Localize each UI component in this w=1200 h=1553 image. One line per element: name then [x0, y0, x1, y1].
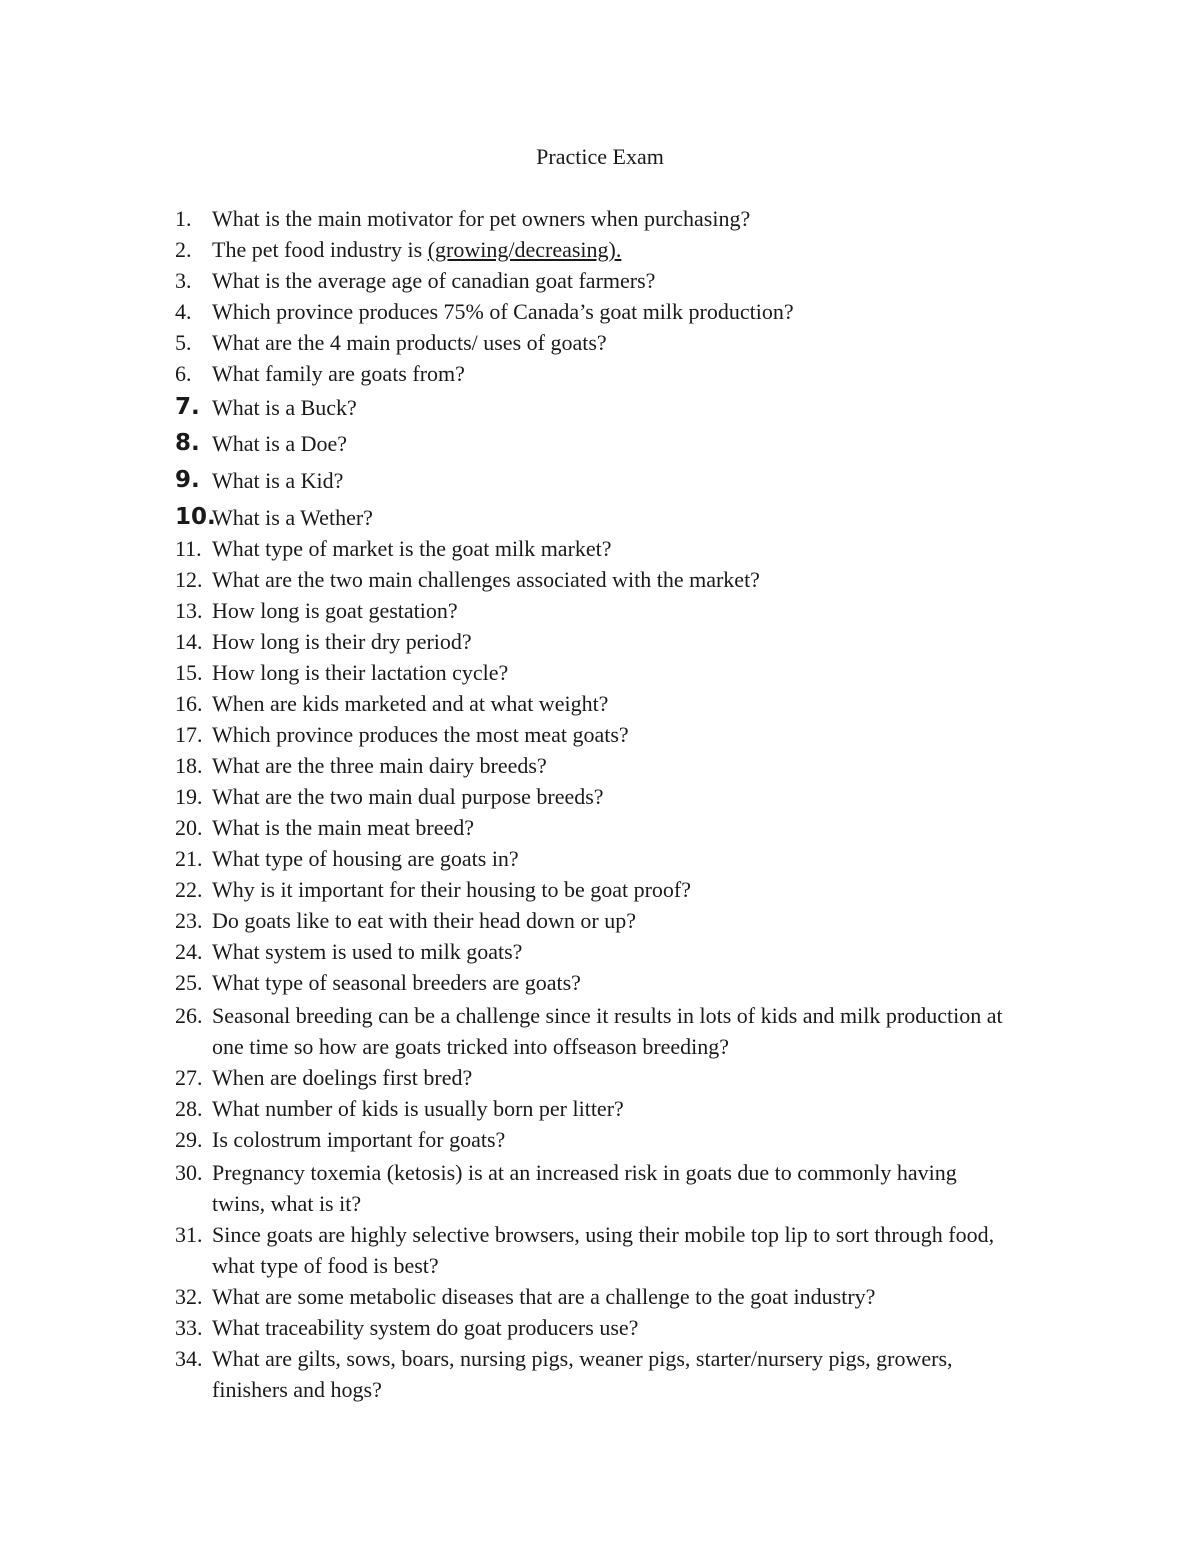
question-number: 26. — [175, 1003, 203, 1028]
question-number: 5. — [175, 330, 192, 355]
question-text — [212, 428, 1072, 459]
question-text-line: What system is used to milk goats? — [212, 939, 523, 964]
question-number: 12. — [175, 567, 203, 592]
question-text — [212, 234, 1072, 265]
question-text-line: What number of kids is usually born per litter? — [212, 1096, 624, 1121]
question-text-line: What is a Doe? — [212, 431, 347, 456]
question-text — [212, 719, 1072, 750]
question-text — [212, 533, 1072, 564]
question-text — [212, 874, 1072, 905]
question-text-line: Do goats like to eat with their head down or up? — [212, 908, 637, 933]
question-text — [212, 843, 1072, 874]
question-number: 6. — [175, 361, 192, 386]
question-text — [212, 595, 1072, 626]
question-text — [212, 657, 1072, 688]
question-number: 1. — [175, 206, 192, 231]
question-text — [212, 1312, 1072, 1343]
question-text-line: finishers and hogs? — [212, 1377, 382, 1402]
question-text — [212, 465, 1072, 496]
question-text — [212, 812, 1072, 843]
question-text-line: What are the two main challenges associated with the market? — [212, 567, 760, 592]
question-number: 32. — [175, 1284, 203, 1309]
question-text-line: What are the two main dual purpose breeds? — [212, 784, 604, 809]
question-number: 18. — [175, 753, 203, 778]
question-text — [212, 327, 1072, 358]
question-number: 28. — [175, 1096, 203, 1121]
page-title: Practice Exam — [536, 144, 664, 169]
question-text-line: What type of seasonal breeders are goats? — [212, 970, 581, 995]
question-number: 11. — [175, 536, 202, 561]
question-text-line: Which province produces the most meat goats? — [212, 722, 629, 747]
question-answer-options: (growing/decreasing). — [427, 237, 622, 262]
question-text-line: What is the main meat breed? — [212, 815, 475, 840]
question-text — [212, 392, 1072, 423]
question-text-line: Why is it important for their housing to be goat proof? — [212, 877, 692, 902]
question-number: 3. — [175, 268, 192, 293]
question-text-line: When are doelings first bred? — [212, 1065, 473, 1090]
question-text — [212, 1157, 1072, 1219]
question-number: 13. — [175, 598, 203, 623]
question-number: 10. — [175, 504, 216, 530]
question-text — [212, 967, 1072, 998]
question-text-line: What is the main motivator for pet owners when purchasing? — [212, 206, 751, 231]
question-number: 31. — [175, 1222, 203, 1247]
question-text-line: What are some metabolic diseases that are a challenge to the goat industry? — [212, 1284, 876, 1309]
question-number: 33. — [175, 1315, 203, 1340]
question-text — [212, 1062, 1072, 1093]
question-text-line: What is a Kid? — [212, 468, 344, 493]
question-text-line: one time so how are goats tricked into offseason breeding? — [212, 1034, 730, 1059]
question-text — [212, 265, 1072, 296]
question-text — [212, 688, 1072, 719]
question-text-line: What are the 4 main products/ uses of goats? — [212, 330, 607, 355]
question-text-line: What traceability system do goat producers use? — [212, 1315, 639, 1340]
question-number: 27. — [175, 1065, 203, 1090]
question-text — [212, 626, 1072, 657]
question-number: 23. — [175, 908, 203, 933]
question-text-line: what type of food is best? — [212, 1253, 439, 1278]
question-number: 21. — [175, 846, 203, 871]
question-number: 4. — [175, 299, 192, 324]
question-text-prefix: The pet food industry is — [212, 237, 428, 262]
question-text — [212, 905, 1072, 936]
question-text-line: What is a Wether? — [212, 505, 373, 530]
question-text-line: What are gilts, sows, boars, nursing pigs, weaner pigs, starter/nursery pigs, growers, — [212, 1346, 953, 1371]
question-text-line: Is colostrum important for goats? — [212, 1127, 506, 1152]
question-text-line: What are the three main dairy breeds? — [212, 753, 547, 778]
question-number: 22. — [175, 877, 203, 902]
question-text-line: Which province produces 75% of Canada’s goat milk production? — [212, 299, 794, 324]
question-text — [212, 1000, 1072, 1062]
question-text-line: What type of market is the goat milk market? — [212, 536, 612, 561]
question-number: 7. — [175, 394, 200, 420]
question-text — [212, 1343, 1072, 1405]
question-text-line: twins, what is it? — [212, 1191, 362, 1216]
question-number: 17. — [175, 722, 203, 747]
question-text — [212, 203, 1072, 234]
question-text-line: Seasonal breeding can be a challenge since it results in lots of kids and milk production at — [212, 1003, 1003, 1028]
question-text-line: How long is goat gestation? — [212, 598, 458, 623]
question-number: 9. — [175, 467, 200, 493]
question-text — [212, 750, 1072, 781]
question-text — [212, 936, 1072, 967]
question-number: 14. — [175, 629, 203, 654]
question-text — [212, 1124, 1072, 1155]
question-text — [212, 358, 1072, 389]
question-text — [212, 502, 1072, 533]
question-text-line: What family are goats from? — [212, 361, 465, 386]
question-text-line: How long is their dry period? — [212, 629, 472, 654]
question-text — [212, 1219, 1072, 1281]
question-text-line: What is the average age of canadian goat farmers? — [212, 268, 656, 293]
question-number: 25. — [175, 970, 203, 995]
question-text-line: What is a Buck? — [212, 395, 357, 420]
question-number: 2. — [175, 237, 192, 262]
question-text — [212, 1281, 1072, 1312]
question-number: 24. — [175, 939, 203, 964]
question-number: 15. — [175, 660, 203, 685]
question-text — [212, 564, 1072, 595]
question-number: 20. — [175, 815, 203, 840]
question-text — [212, 781, 1072, 812]
question-text-line: Since goats are highly selective browsers, using their mobile top lip to sort through food, — [212, 1222, 995, 1247]
question-text-line: Pregnancy toxemia (ketosis) is at an increased risk in goats due to commonly having — [212, 1160, 957, 1185]
question-number: 19. — [175, 784, 203, 809]
question-text-line: When are kids marketed and at what weight? — [212, 691, 609, 716]
question-number: 30. — [175, 1160, 203, 1185]
question-number: 8. — [175, 430, 200, 456]
question-text — [212, 296, 1072, 327]
question-text-line: What type of housing are goats in? — [212, 846, 519, 871]
question-number: 16. — [175, 691, 203, 716]
question-number: 34. — [175, 1346, 203, 1371]
question-text-line: How long is their lactation cycle? — [212, 660, 509, 685]
question-text — [212, 1093, 1072, 1124]
question-number: 29. — [175, 1127, 203, 1152]
